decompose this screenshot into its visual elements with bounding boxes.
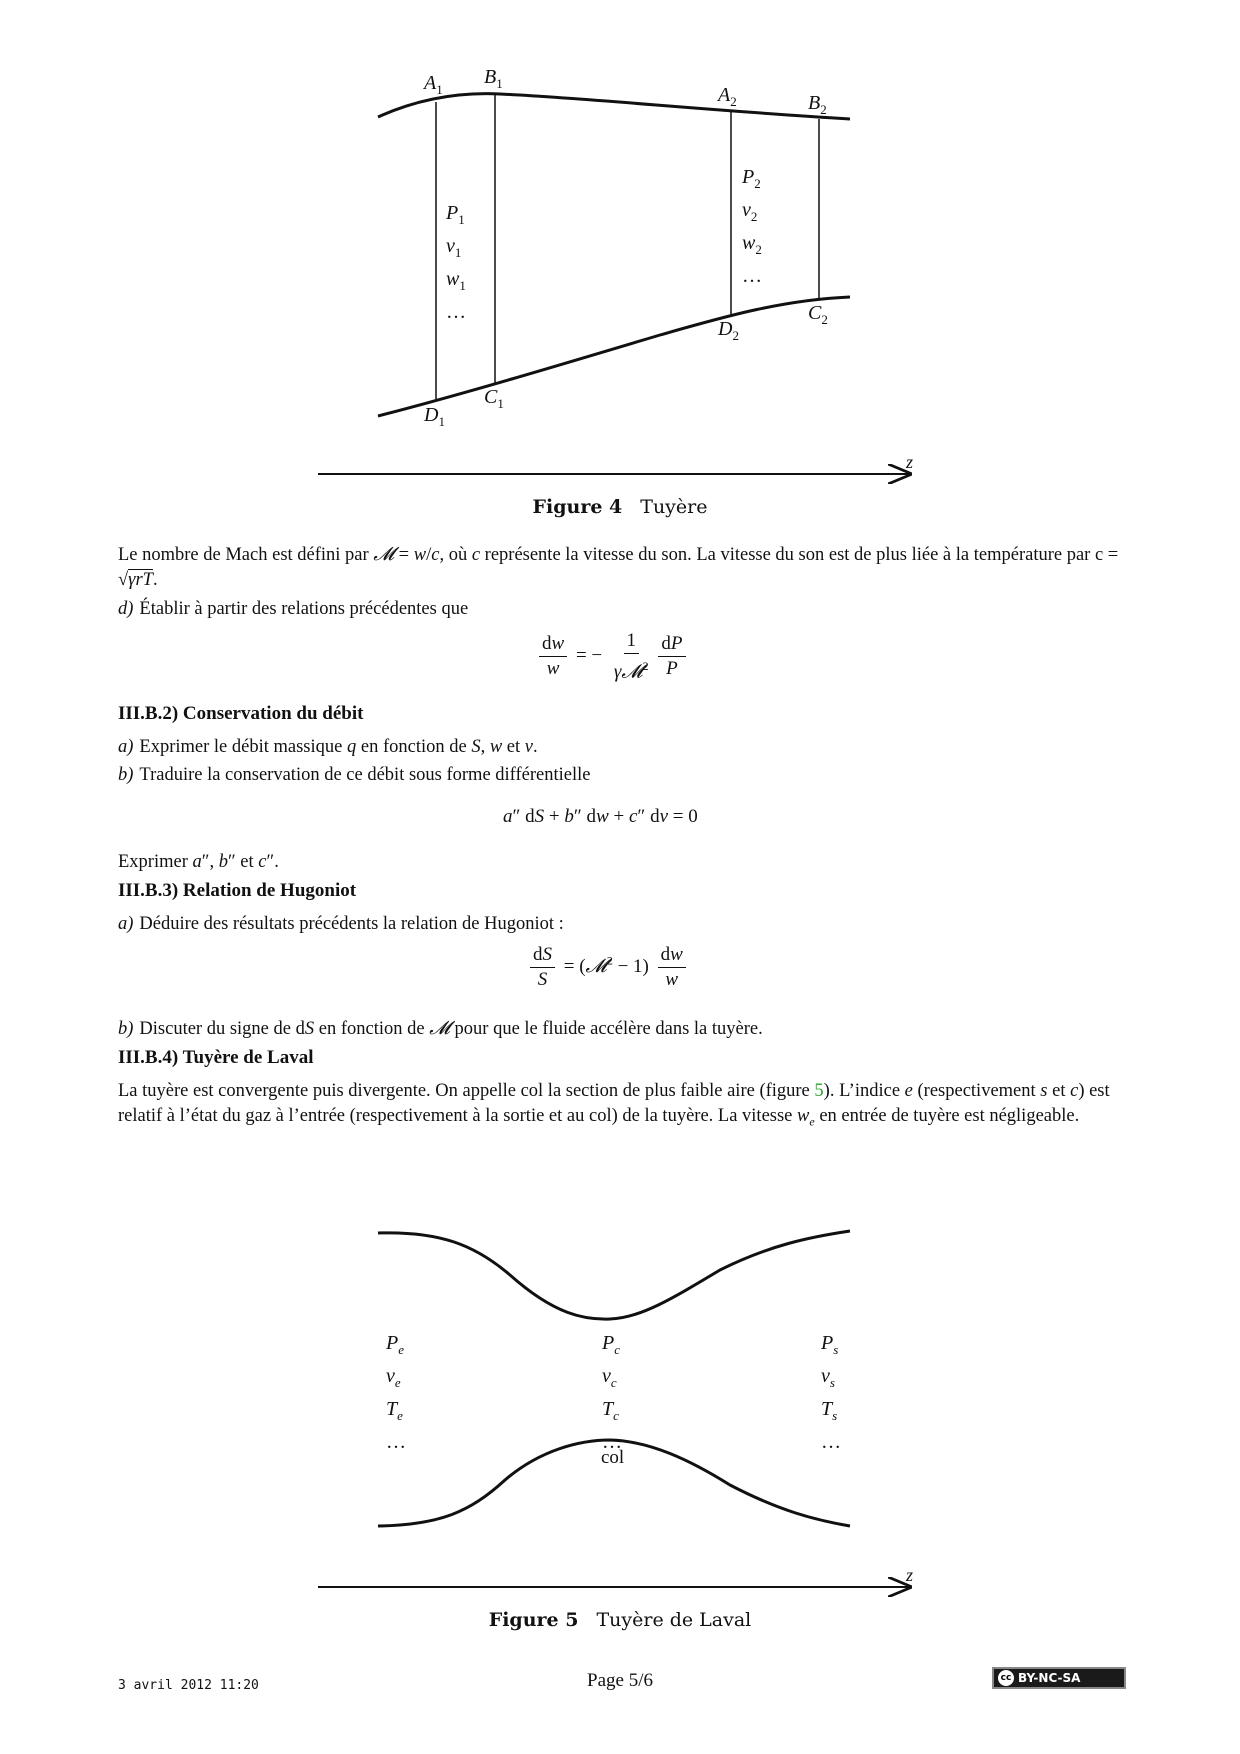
express-coefficients: Exprimer a″, b″ et c″. (118, 852, 279, 872)
label-D1: $D_1$ (424, 404, 445, 429)
label-A1: $A_1$ (424, 72, 443, 97)
label-C2: $C_2$ (808, 302, 828, 327)
exit-state-vars: $P_s$ $v_s$ $T_s$ … (821, 1332, 841, 1453)
nozzle-upper-wall (378, 94, 850, 119)
creative-commons-icon: cc (998, 1670, 1014, 1686)
heading-III-B-4: III.B.4) Tuyère de Laval (118, 1047, 314, 1068)
question-b3-a: a) Déduire des résultats précédents la relation de Hugoniot : (118, 914, 564, 934)
label-C1: $C_1$ (484, 386, 504, 411)
laval-paragraph: La tuyère est convergente puis divergente. On appelle col la section de plus faible aire (figure 5). L’indice e (respectivement s et c) est relatif à l’état du gaz à l’entrée (respectivement à la sortie et au col) de la tuyère. La vitesse $w_e$ en entrée de tuyère est négligeable. (118, 1081, 1110, 1129)
heading-III-B-3: III.B.3) Relation de Hugoniot (118, 880, 357, 901)
footer-page-number: Page 5/6 (587, 1670, 653, 1691)
figure-5-caption: Figure 5 Tuyère de Laval (488, 1609, 752, 1631)
question-b2-b: b) Traduire la conservation de ce débit sous forme différentielle (118, 765, 591, 785)
z-axis-label-fig4: z (906, 452, 914, 472)
license-badge[interactable] (992, 1667, 1126, 1689)
throat-col-label: col (601, 1447, 625, 1468)
figure-4-caption: Figure 4 Tuyère (532, 496, 708, 518)
label-B1: $B_1$ (484, 66, 503, 91)
label-B2: $B_2$ (808, 92, 827, 117)
state-vars-section-1: $P_1$ $v_1$ $w_1$ … (446, 202, 466, 323)
heading-III-B-2: III.B.2) Conservation du débit (118, 703, 364, 724)
question-b2-a: a) Exprimer le débit massique q en fonction de S, w et v. (118, 737, 538, 757)
mach-definition-paragraph: Le nombre de Mach est défini par 𝓜 = w/c, où c représente la vitesse du son. La vitesse du son est de plus liée à la température par c = √γrT. (118, 545, 1119, 590)
throat-state-vars: $P_c$ $v_c$ $T_c$ … (602, 1332, 622, 1453)
footer-date: 3 avril 2012 11:20 (118, 1678, 259, 1693)
question-d: d) Établir à partir des relations précédentes que (118, 599, 469, 619)
laval-upper-wall (378, 1231, 850, 1319)
label-D2: $D_2$ (718, 318, 739, 343)
z-axis-label-fig5: z (906, 1565, 914, 1585)
equation-hugoniot: $\frac{dS}{S}$ = (𝓜$^2$ − 1) $\frac{dw}{w}$ (526, 944, 690, 991)
question-b3-b: b) Discuter du signe de dS en fonction de 𝓜 pour que le fluide accélère dans la tuyère. (118, 1019, 763, 1039)
equation-dw-over-w: $\frac{dw}{w}$ = − $\frac{1}{\gamma 𝓜^2}$ $\frac{dP}{P}$ (535, 630, 690, 683)
license-text: BY-NC-SA (1018, 1671, 1081, 1685)
figure-5-link[interactable]: 5 (814, 1081, 824, 1101)
state-vars-section-2: $P_2$ $v_2$ $w_2$ … (742, 166, 762, 287)
equation-differential-flow: a″ dS + b″ dw + c″ dv = 0 (503, 806, 698, 827)
entry-state-vars: $P_e$ $v_e$ $T_e$ … (386, 1332, 406, 1453)
label-A2: $A_2$ (718, 84, 737, 109)
